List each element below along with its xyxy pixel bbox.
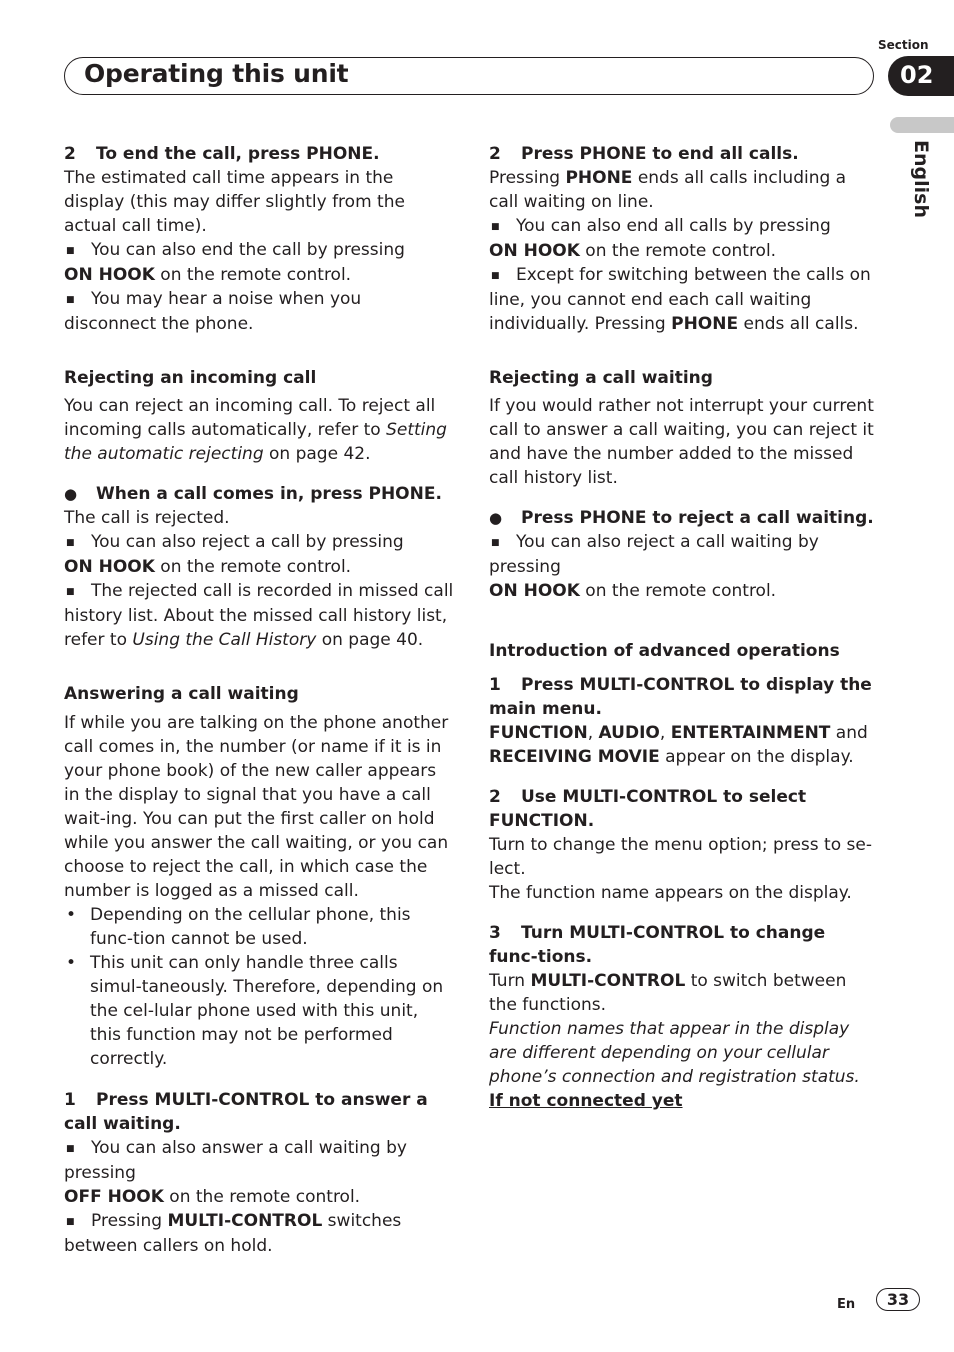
square-bullet-icon: ■ xyxy=(66,1217,75,1227)
right-column xyxy=(489,142,879,1113)
step-heading: 3 Turn MULTI-CONTROL to change func-tions. xyxy=(489,923,826,967)
square-bullet-icon: ■ xyxy=(66,246,75,256)
left-column xyxy=(64,142,454,1258)
note: ■ Except for switching between the calls on line, you cannot end each call waiting individually. Pressing PHONE ends all calls. xyxy=(489,265,871,334)
step-heading: 1 Press MULTI-CONTROL to answer a call waiting. xyxy=(64,1090,428,1134)
section-number: 02 xyxy=(900,61,934,89)
body-text: FUNCTION, AUDIO, ENTERTAINMENT and RECEIVING MOVIE appear on the display. xyxy=(489,723,868,767)
note: ■ You can also reject a call by pressing ON HOOK on the remote control. xyxy=(64,532,404,577)
step-heading: 2 Press PHONE to end all calls. xyxy=(489,144,799,164)
note: ■ You can also end all calls by pressing ON HOOK on the remote control. xyxy=(489,216,831,261)
page-number: 33 xyxy=(886,1290,910,1309)
square-bullet-icon: ■ xyxy=(66,1144,75,1154)
note: ■ You can also answer a call waiting by pressing OFF HOOK on the remote control. xyxy=(64,1138,407,1207)
square-bullet-icon: ■ xyxy=(66,538,75,548)
step-heading: ● Press PHONE to reject a call waiting. xyxy=(489,508,874,528)
square-bullet-icon: ■ xyxy=(491,222,500,232)
step-heading: 1 Press MULTI-CONTROL to display the main menu. xyxy=(489,675,872,719)
body-text: Turn to change the menu option; press to se-lect. xyxy=(489,835,872,879)
square-bullet-icon: ■ xyxy=(491,271,500,281)
filled-circle-icon: ● xyxy=(64,485,78,503)
note: ■ You may hear a noise when you disconnect the phone. xyxy=(64,289,362,334)
language-label: English xyxy=(910,140,932,218)
section-heading: Answering a call waiting xyxy=(64,684,299,704)
bullet-list xyxy=(64,903,454,1071)
note: ■ You can also reject a call waiting by pressing ON HOOK on the remote control. xyxy=(489,532,819,601)
page-title: Operating this unit xyxy=(84,59,349,88)
section-label: Section xyxy=(878,38,929,52)
list-item: • This unit can only handle three calls simul-taneously. Therefore, depending on the cel-lular phone used with this unit, this function may not be performed correctly. xyxy=(64,951,454,1071)
body-text: The estimated call time appears in the display (this may differ slightly from the actual call time). xyxy=(64,168,405,236)
body-text: The call is rejected. xyxy=(64,508,230,528)
note: ■ You can also end the call by pressing ON HOOK on the remote control. xyxy=(64,240,405,285)
note: ■ Pressing MULTI-CONTROL switches between callers on hold. xyxy=(64,1211,402,1256)
section-heading: Rejecting a call waiting xyxy=(489,368,713,388)
list-item: • Depending on the cellular phone, this func-tion cannot be used. xyxy=(64,903,454,951)
step-heading: 2 To end the call, press PHONE. xyxy=(64,144,380,164)
step-heading: 2 Use MULTI-CONTROL to select FUNCTION. xyxy=(489,787,807,831)
square-bullet-icon: ■ xyxy=(66,295,75,305)
body-text: The function name appears on the display. xyxy=(489,883,852,903)
filled-circle-icon: ● xyxy=(489,509,503,527)
italic-note: Function names that appear in the display are different depending on your cellular phone’s connection and registration status. xyxy=(489,1019,860,1087)
body-text: Turn MULTI-CONTROL to switch between the functions. xyxy=(489,971,847,1015)
sub-heading: If not connected yet xyxy=(489,1091,683,1111)
language-tab xyxy=(890,117,954,133)
body-text: Pressing PHONE ends all calls including a call waiting on line. xyxy=(489,168,847,212)
step-heading: ● When a call comes in, press PHONE. xyxy=(64,484,442,504)
body-text: If you would rather not interrupt your current call to answer a call waiting, you can reject it and have the number added to the missed call history list. xyxy=(489,396,874,488)
section-heading: Rejecting an incoming call xyxy=(64,368,317,388)
square-bullet-icon: ■ xyxy=(66,587,75,597)
note: ■ The rejected call is recorded in missed call history list. About the missed call history list, refer to Using the Call History on page 40. xyxy=(64,581,454,650)
footer-language: En xyxy=(837,1297,856,1312)
body-text: You can reject an incoming call. To reject all incoming calls automatically, refer to Setting the automatic rejecting on page 42. xyxy=(64,396,447,464)
body-text: If while you are talking on the phone another call comes in, the number (or name if it is in your phone book) of the new caller appears in the display to signal that you have a call wait-ing. You can put the first caller on hold while you answer the call waiting, or you can choose to reject the call, in which case the number is logged as a missed call. xyxy=(64,713,449,901)
section-heading: Introduction of advanced operations xyxy=(489,641,840,661)
square-bullet-icon: ■ xyxy=(491,538,500,548)
